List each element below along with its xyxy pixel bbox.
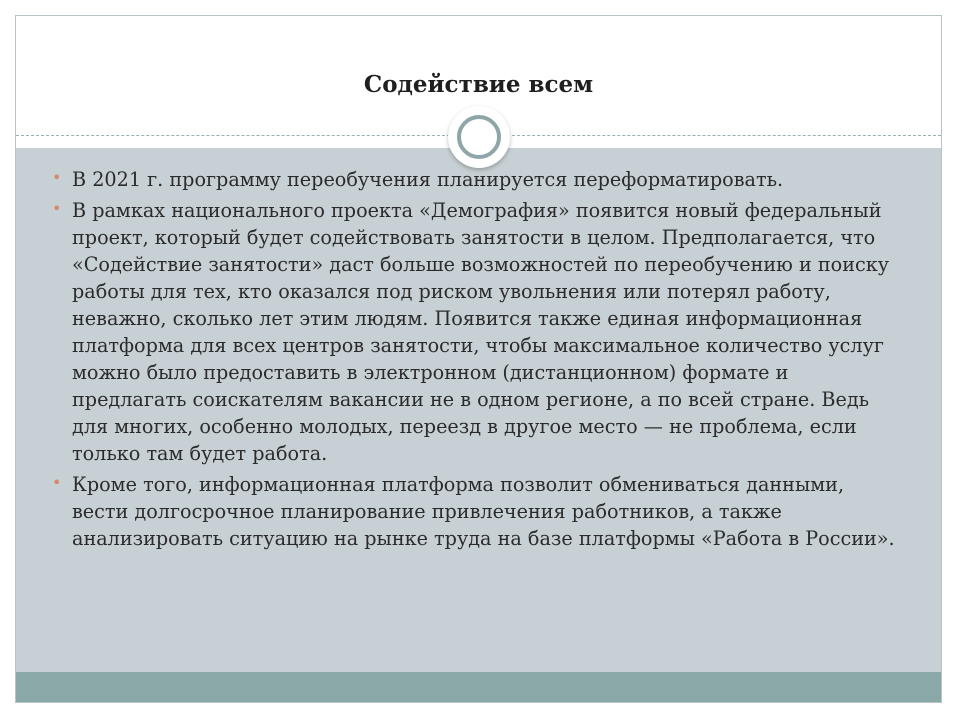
ring-inner xyxy=(457,115,501,159)
bullet-dot-icon: • xyxy=(52,168,62,187)
slide-title: Содействие всем xyxy=(363,71,594,98)
decorative-ring-icon xyxy=(448,106,510,168)
bullet-list xyxy=(52,166,902,556)
bullet-text: В 2021 г. программу переобучения планируется переформатировать. xyxy=(72,168,784,191)
bullet-item xyxy=(52,471,902,552)
bullet-text: В рамках национального проекта «Демография» появится новый федеральный проект, который будет содействовать занятости в целом. Предполагается, что «Содействие занятости» даст больше возможностей по переобучению и поиску работы для тех, кто оказался под риском увольнения или потерял работу, неважно, сколько лет этим людям. Появится также единая информационная платформа для всех центров занятости, чтобы максимальное количество услуг можно было предоставить в электронном (дистанционном) формате и предлагать соискателям вакансии не в одном регионе, а по всей стране. Ведь для многих, особенно молодых, переезд в другое место — не проблема, если только там будет работа. xyxy=(72,199,890,465)
footer-bar xyxy=(16,672,941,703)
slide xyxy=(15,15,942,703)
bullet-dot-icon: • xyxy=(52,473,62,492)
bullet-item xyxy=(52,197,902,467)
bullet-text: Кроме того, информационная платформа позволит обмениваться данными, вести долгосрочное планирование привлечения работников, а также анализировать ситуацию на рынке труда на базе платформы «Работа в России». xyxy=(72,473,895,550)
bullet-dot-icon: • xyxy=(52,199,62,218)
bullet-item xyxy=(52,166,902,193)
